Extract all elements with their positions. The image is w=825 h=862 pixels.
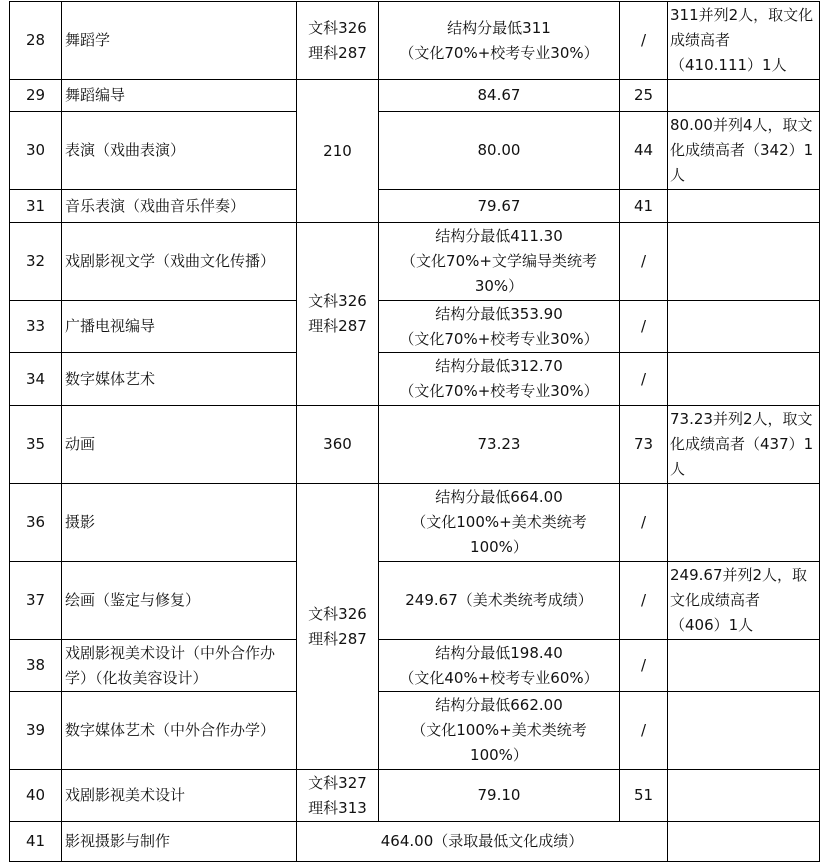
major-name (62, 640, 297, 692)
note-cell (668, 770, 820, 822)
major-name: 绘画（鉴定与修复） (62, 562, 297, 640)
note-text: 成绩高者 (670, 31, 731, 49)
table-row (10, 190, 820, 223)
count-cell: / (620, 562, 668, 640)
min-score-cell (379, 353, 620, 406)
score-text: 30%） (474, 277, 524, 295)
note-text: （410.111）1人 (670, 56, 787, 74)
min-score-cell: 79.67 (379, 190, 620, 223)
control-line-cell (297, 2, 379, 80)
major-name-line: 戏剧影视美术设计（中外合作办 (65, 643, 276, 662)
control-line-text: 理科313 (308, 798, 367, 817)
min-score-cell: 84.67 (379, 80, 620, 112)
count-cell: 41 (620, 190, 668, 223)
score-text: 结构分最低198.40 (435, 643, 563, 662)
note-cell (668, 692, 820, 770)
table-row (10, 822, 820, 862)
row-number: 40 (10, 770, 62, 822)
note-cell (668, 112, 820, 190)
score-text: （文化70%+校考专业30%） (399, 43, 599, 62)
min-score-cell: 249.67（美术类统考成绩） (379, 562, 620, 640)
note-cell (668, 301, 820, 353)
major-name: 音乐表演（戏曲音乐伴奏） (62, 190, 297, 223)
table-row (10, 2, 820, 80)
min-score-cell (379, 692, 620, 770)
control-line-text: 文科326 (308, 18, 367, 37)
table-row (10, 353, 820, 406)
note-text: （406）1人 (670, 616, 754, 634)
count-cell: / (620, 640, 668, 692)
control-line-text: 文科326 (308, 292, 367, 310)
score-text: （文化70%+校考专业30%） (399, 382, 599, 400)
row-number: 36 (10, 484, 62, 562)
note-cell (668, 223, 820, 301)
control-line-cell (297, 484, 379, 770)
control-line-text: 210 (323, 141, 352, 160)
table-row (10, 770, 820, 822)
table-row (10, 80, 820, 112)
admission-table-wrapper (9, 1, 820, 862)
note-cell (668, 484, 820, 562)
control-line-text: 理科287 (308, 629, 367, 648)
note-text: 73.23并列2人，取文 (670, 410, 813, 428)
major-name: 舞蹈编导 (62, 80, 297, 112)
count-cell: / (620, 301, 668, 353)
row-number: 28 (10, 2, 62, 80)
min-score-cell (379, 2, 620, 80)
note-cell (668, 406, 820, 484)
control-line-text: 理科287 (308, 43, 367, 62)
note-cell (668, 640, 820, 692)
note-cell (668, 2, 820, 80)
major-name: 影视摄影与制作 (62, 822, 297, 862)
major-name: 数字媒体艺术（中外合作办学） (62, 692, 297, 770)
note-text: 文化成绩高者 (670, 591, 761, 609)
count-cell: / (620, 223, 668, 301)
row-number: 38 (10, 640, 62, 692)
row-number: 35 (10, 406, 62, 484)
row-number: 32 (10, 223, 62, 301)
note-cell (668, 562, 820, 640)
min-score-cell: 79.10 (379, 770, 620, 822)
row-number: 34 (10, 353, 62, 406)
major-name: 舞蹈学 (62, 2, 297, 80)
score-text: 结构分最低311 (447, 18, 551, 37)
table-row (10, 223, 820, 301)
count-cell: 73 (620, 406, 668, 484)
note-text: 化成绩高者（437）1 (670, 435, 814, 453)
major-name-line: 学）（化妆美容设计） (65, 668, 208, 687)
control-line-text: 理科287 (308, 317, 367, 335)
min-score-cell: 73.23 (379, 406, 620, 484)
score-text: （文化70%+校考专业30%） (399, 329, 599, 348)
count-cell: / (620, 2, 668, 80)
row-number: 31 (10, 190, 62, 223)
count-cell: 51 (620, 770, 668, 822)
major-name: 表演（戏曲表演） (62, 112, 297, 190)
row-number: 41 (10, 822, 62, 862)
note-cell (668, 80, 820, 112)
count-cell: 44 (620, 112, 668, 190)
note-text: 人 (670, 460, 686, 478)
note-cell (668, 190, 820, 223)
control-line-cell (297, 406, 379, 484)
table-row (10, 692, 820, 770)
note-text: 80.00并列4人，取文 (670, 116, 813, 134)
control-line-text: 文科327 (308, 773, 367, 792)
count-cell: 25 (620, 80, 668, 112)
min-score-cell: 80.00 (379, 112, 620, 190)
table-row (10, 640, 820, 692)
score-text: 结构分最低312.70 (435, 357, 563, 375)
score-text: 结构分最低662.00 (435, 696, 563, 714)
row-number: 39 (10, 692, 62, 770)
note-text: 人 (670, 166, 686, 184)
count-cell: / (620, 353, 668, 406)
score-text: （文化100%+美术类统考 (411, 513, 587, 531)
major-name: 摄影 (62, 484, 297, 562)
min-score-cell (379, 640, 620, 692)
major-name: 戏剧影视美术设计 (62, 770, 297, 822)
note-cell (668, 353, 820, 406)
table-row (10, 562, 820, 640)
table-row (10, 406, 820, 484)
major-name: 戏剧影视文学（戏曲文化传播） (62, 223, 297, 301)
control-line-text: 文科326 (308, 604, 367, 623)
min-score-cell (379, 301, 620, 353)
note-text: 化成绩高者（342）1 (670, 141, 814, 159)
major-name: 数字媒体艺术 (62, 353, 297, 406)
control-line-cell (297, 223, 379, 406)
score-text: （文化40%+校考专业60%） (399, 668, 599, 687)
score-text: 结构分最低664.00 (435, 488, 563, 506)
min-score-cell (379, 484, 620, 562)
score-text: 100%） (470, 538, 528, 556)
control-line-text: 360 (323, 435, 352, 453)
note-text: 311并列2人，取文化 (670, 6, 814, 24)
row-number: 37 (10, 562, 62, 640)
table-row (10, 112, 820, 190)
table-row (10, 301, 820, 353)
score-text: 结构分最低411.30 (435, 227, 563, 245)
count-cell: / (620, 484, 668, 562)
score-text: （文化70%+文学编导类统考 (401, 252, 597, 270)
control-line-cell (297, 80, 379, 223)
major-name: 广播电视编导 (62, 301, 297, 353)
admission-score-table (9, 1, 820, 862)
score-text: 100%） (470, 746, 528, 764)
min-score-cell (379, 223, 620, 301)
note-text: 249.67并列2人，取 (670, 566, 808, 584)
score-text: 结构分最低353.90 (435, 304, 563, 323)
major-name: 动画 (62, 406, 297, 484)
table-row (10, 484, 820, 562)
note-cell (668, 822, 820, 862)
score-text: （文化100%+美术类统考 (411, 721, 587, 739)
control-line-cell (297, 770, 379, 822)
row-number: 29 (10, 80, 62, 112)
min-score-cell: 464.00（录取最低文化成绩） (297, 822, 668, 862)
count-cell: / (620, 692, 668, 770)
row-number: 33 (10, 301, 62, 353)
row-number: 30 (10, 112, 62, 190)
